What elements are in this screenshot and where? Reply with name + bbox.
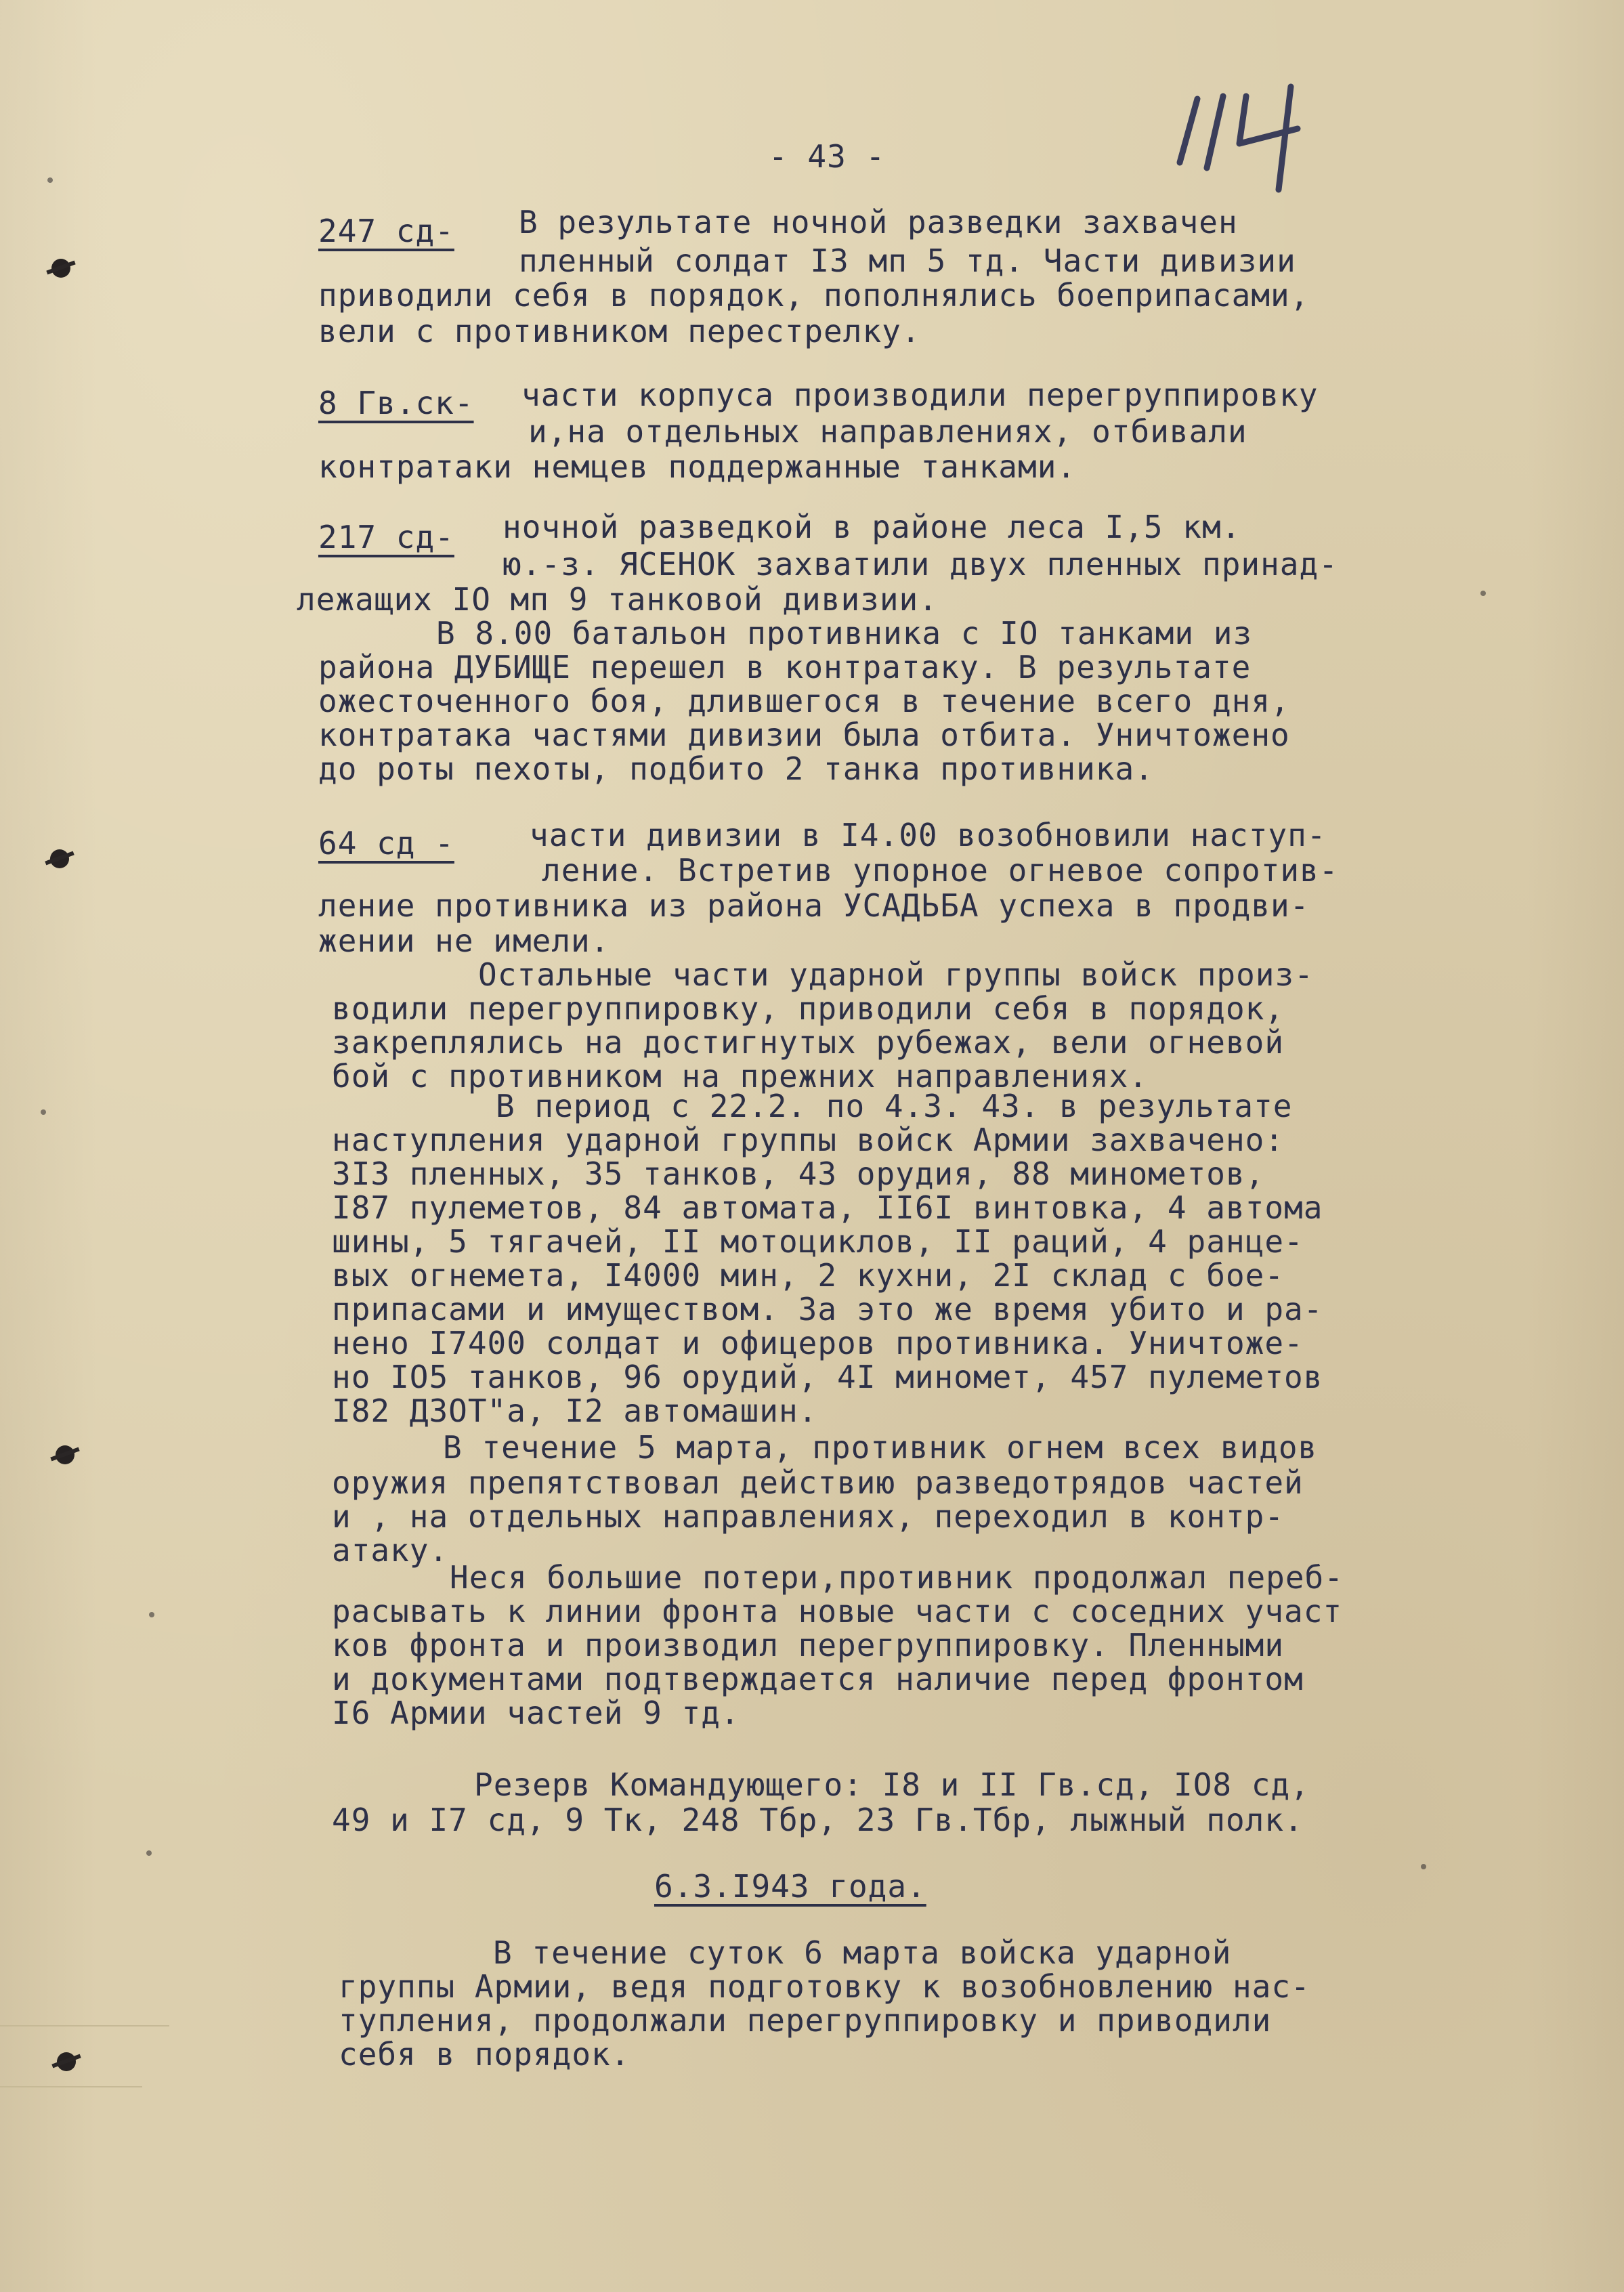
text-line: вели с противником перестрелку. bbox=[318, 313, 921, 349]
text-line: В результате ночной разведки захвачен bbox=[519, 204, 1238, 240]
text-line: Остальные части ударной группы войск произ- bbox=[478, 956, 1314, 993]
text-line: атаку. bbox=[332, 1532, 449, 1569]
reserve-line: Резерв Командующего: I8 и II Гв.сд, IO8 сд, bbox=[474, 1766, 1310, 1803]
text-line: водили перегруппировку, приводили себя в порядок, bbox=[332, 990, 1285, 1027]
text-line: жении не имели. bbox=[318, 922, 610, 959]
binding-hole bbox=[45, 845, 74, 872]
text-line: В течение 5 марта, противник огнем всех видов bbox=[443, 1429, 1318, 1466]
text-line: и,на отдельных направлениях, отбивали bbox=[528, 413, 1247, 450]
text-line: В период с 22.2. по 4.3. 43. в результате bbox=[496, 1088, 1293, 1124]
page-number: - 43 - bbox=[769, 138, 886, 175]
binding-hole bbox=[50, 1441, 80, 1468]
paper-speck bbox=[1480, 591, 1486, 596]
text-line: ожесточенного боя, длившегося в течение всего дня, bbox=[318, 683, 1290, 719]
unit-label: 217 сд- bbox=[318, 519, 454, 555]
text-line: ночной разведкой в районе леса I,5 км. bbox=[503, 509, 1241, 545]
paper-speck bbox=[1421, 1864, 1426, 1869]
text-line: тупления, продолжали перегруппировку и приводили bbox=[339, 2002, 1272, 2039]
paper-speck bbox=[149, 1612, 154, 1617]
text-line: нено I7400 солдат и офицеров противника. Уничтоже- bbox=[332, 1325, 1304, 1361]
text-line: ление противника из района УСАДЬБА успеха в продви- bbox=[318, 887, 1310, 924]
binding-hole bbox=[46, 255, 76, 282]
text-line: и , на отдельных направлениях, переходил в контр- bbox=[332, 1498, 1285, 1535]
text-line: части дивизии в I4.00 возобновили наступ- bbox=[530, 817, 1327, 853]
text-line: В 8.00 батальон противника с IO танками из bbox=[436, 615, 1253, 652]
text-line: закреплялись на достигнутых рубежах, вели огневой bbox=[332, 1024, 1285, 1061]
binding-hole bbox=[51, 2048, 81, 2075]
date-heading: 6.3.I943 года. bbox=[654, 1868, 926, 1905]
text-line: и документами подтверждается наличие перед фронтом bbox=[332, 1661, 1304, 1697]
scan-artifact bbox=[0, 2086, 142, 2087]
text-line: В течение суток 6 марта войска ударной bbox=[493, 1934, 1232, 1971]
text-line: наступления ударной группы войск Армии захвачено: bbox=[332, 1122, 1285, 1158]
paper-speck bbox=[47, 177, 53, 183]
text-line: пленный солдат I3 мп 5 тд. Части дивизии bbox=[519, 242, 1296, 279]
text-line: ков фронта и производил перегруппировку. Пленными bbox=[332, 1627, 1285, 1663]
text-line: оружия препятствовал действию разведотрядов частей bbox=[332, 1464, 1304, 1501]
text-line: до роты пехоты, подбито 2 танка противника. bbox=[318, 750, 1154, 787]
text-line: приводили себя в порядок, пополнялись боеприпасами, bbox=[318, 277, 1310, 314]
text-line: ю.-з. ЯСЕНОК захватили двух пленных принад- bbox=[503, 546, 1338, 582]
text-line: I6 Армии частей 9 тд. bbox=[332, 1695, 740, 1731]
scan-artifact bbox=[0, 2025, 169, 2026]
handwritten-folio-number bbox=[1165, 81, 1321, 196]
unit-label: 64 сд - bbox=[318, 825, 454, 862]
paper-speck bbox=[146, 1850, 152, 1856]
text-line: шины, 5 тягачей, II мотоциклов, II раций, 4 ранце- bbox=[332, 1223, 1304, 1260]
text-line: себя в порядок. bbox=[339, 2036, 631, 2073]
text-line: бой с противником на прежних направлениях. bbox=[332, 1058, 1149, 1095]
text-line: ление. Встретив упорное огневое сопротив- bbox=[542, 852, 1339, 889]
text-line: группы Армии, ведя подготовку к возобновлению нас- bbox=[339, 1968, 1310, 2005]
text-line: лежащих IO мп 9 танковой дивизии. bbox=[297, 581, 938, 618]
text-line: но IO5 танков, 96 орудий, 4I миномет, 457 пулеметов bbox=[332, 1359, 1323, 1395]
reserve-line: 49 и I7 сд, 9 Тк, 248 Тбр, 23 Гв.Тбр, лыжный полк. bbox=[332, 1802, 1304, 1838]
text-line: контратаки немцев поддержанные танками. bbox=[318, 448, 1077, 485]
text-line: контратака частями дивизии была отбита. Уничтожено bbox=[318, 717, 1290, 753]
unit-label: 247 сд- bbox=[318, 213, 454, 249]
text-line: 3I3 пленных, 35 танков, 43 орудия, 88 минометов, bbox=[332, 1155, 1265, 1192]
unit-label: 8 Гв.ск- bbox=[318, 385, 474, 421]
paper-speck bbox=[41, 1109, 46, 1115]
text-line: вых огнемета, I4000 мин, 2 кухни, 2I склад с бое- bbox=[332, 1257, 1285, 1294]
text-line: расывать к линии фронта новые части с соседних участ bbox=[332, 1593, 1343, 1630]
text-line: района ДУБИЩЕ перешел в контратаку. В результате bbox=[318, 649, 1252, 685]
text-line: Неся большие потери,противник продолжал переб- bbox=[450, 1559, 1344, 1596]
text-line: I82 ДЗОТ"а, I2 автомашин. bbox=[332, 1393, 818, 1429]
text-line: припасами и имуществом. За это же время убито и ра- bbox=[332, 1291, 1323, 1328]
text-line: части корпуса производили перегруппировку bbox=[521, 377, 1319, 413]
text-line: I87 пулеметов, 84 автомата, II6I винтовка, 4 автома bbox=[332, 1189, 1323, 1226]
